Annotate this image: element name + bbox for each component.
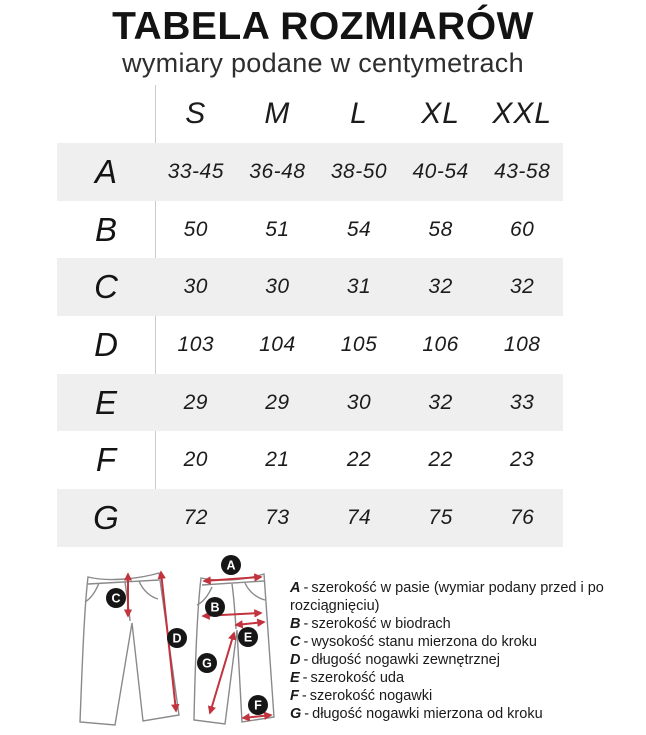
table-cell: 30 [346,390,372,414]
marker-E-label: E [243,630,253,645]
table-cell: 22 [428,448,453,472]
table-cell: 22 [346,448,372,472]
legend-text: wysokość stanu mierzona do kroku [311,634,537,650]
marker-D-label: D [172,631,182,646]
table-cell: 105 [340,332,378,356]
size-table-header [57,85,563,143]
table-row-b [57,201,563,259]
table-cell: 30 [265,275,290,299]
legend-text: szerokość w biodrach [311,616,451,632]
table-cell: 76 [510,505,535,529]
page-header [0,0,646,78]
table-cell: 30 [183,275,208,299]
marker-G-icon [197,653,217,673]
legend-text: długość nogawki mierzona od kroku [312,706,543,722]
row-label: D [94,325,118,363]
legend-letter: B [290,616,301,632]
table-cell: 106 [422,332,459,356]
legend-item-g [290,705,642,723]
legend-separator: - [303,634,309,650]
marker-C-label: C [111,591,121,606]
legend-separator: - [302,670,308,686]
table-cell: 38-50 [330,159,388,183]
table-cell: 75 [428,505,453,529]
legend-item-a [290,579,642,615]
row-label: C [94,268,118,306]
column-header-s: S [185,97,207,130]
table-cell: 104 [259,332,296,356]
legend-separator: - [303,652,309,668]
legend-letter: A [290,580,301,596]
legend-item-c [290,633,642,651]
table-cell: 43-58 [494,159,551,183]
table-cell: 40-54 [412,159,469,183]
table-cell: 60 [510,217,535,241]
table-cell: 20 [183,448,208,472]
table-cell: 73 [265,505,290,529]
table-cell: 29 [183,390,208,414]
page-title: TABELA ROZMIARÓW [112,5,534,48]
row-label: G [93,498,119,536]
table-cell: 103 [177,332,215,356]
legend-separator: - [304,706,310,722]
table-cell: 31 [346,275,372,299]
table-row-c [57,258,563,316]
table-cell: 72 [183,505,208,529]
legend-item-e [290,669,642,687]
table-cell: 33-45 [167,159,224,183]
table-cell: 58 [428,217,453,241]
table-cell: 74 [346,505,372,529]
row-label: B [94,210,117,248]
table-cell: 21 [265,448,290,472]
page-subtitle: wymiary podane w centymetrach [122,48,524,78]
size-table-body [57,143,563,547]
table-cell: 32 [428,275,453,299]
legend-letter: C [290,634,301,650]
table-row-d [57,316,563,374]
table-cell: 32 [428,390,453,414]
legend-letter: G [290,706,302,722]
column-header-xl: XL [421,97,460,130]
marker-F-label: F [254,698,262,713]
marker-B-label: B [210,600,220,615]
legend-separator: - [303,580,309,596]
table-cell: 50 [183,217,208,241]
marker-F-icon [248,695,268,715]
marker-A-label: A [226,558,236,573]
legend-text: szerokość w pasie (wymiar podany przed i po rozciągnięciu) [290,580,604,614]
table-cell: 33 [510,390,535,414]
legend-item-d [290,651,642,669]
size-table [57,85,563,547]
marker-C-icon [106,588,126,608]
legend-letter: E [290,670,300,686]
table-cell: 23 [510,448,535,472]
column-header-xxl: XXL [492,97,553,130]
pants-measurement-diagram [75,553,295,735]
table-row-e [57,374,563,432]
row-label: F [95,441,117,479]
row-label: A [94,152,117,190]
column-header-m: M [264,97,291,130]
legend-text: szerokość uda [310,670,405,686]
table-row-f [57,431,563,489]
row-label: E [94,383,117,421]
table-cell: 54 [346,217,372,241]
table-row-g [57,489,563,547]
table-row-a [57,143,563,201]
marker-B-icon [205,597,225,617]
column-header-l: L [350,97,368,130]
legend-text: długość nogawki zewnętrznej [311,652,500,668]
table-cell: 108 [503,332,541,356]
table-cell: 36-48 [249,159,306,183]
legend-separator: - [303,616,309,632]
legend-letter: F [290,688,299,704]
table-cell: 32 [510,275,535,299]
legend-separator: - [301,688,307,704]
marker-G-label: G [202,656,212,671]
legend-letter: D [290,652,301,668]
legend-item-f [290,687,642,705]
legend-item-b [290,615,642,633]
table-cell: 51 [265,217,290,241]
table-cell: 29 [265,390,290,414]
legend-text: szerokość nogawki [309,688,433,704]
marker-D-icon [167,628,187,648]
marker-E-icon [238,627,258,647]
marker-A-icon [221,555,241,575]
legend-list [290,579,642,723]
column-header-spacer [57,85,155,143]
